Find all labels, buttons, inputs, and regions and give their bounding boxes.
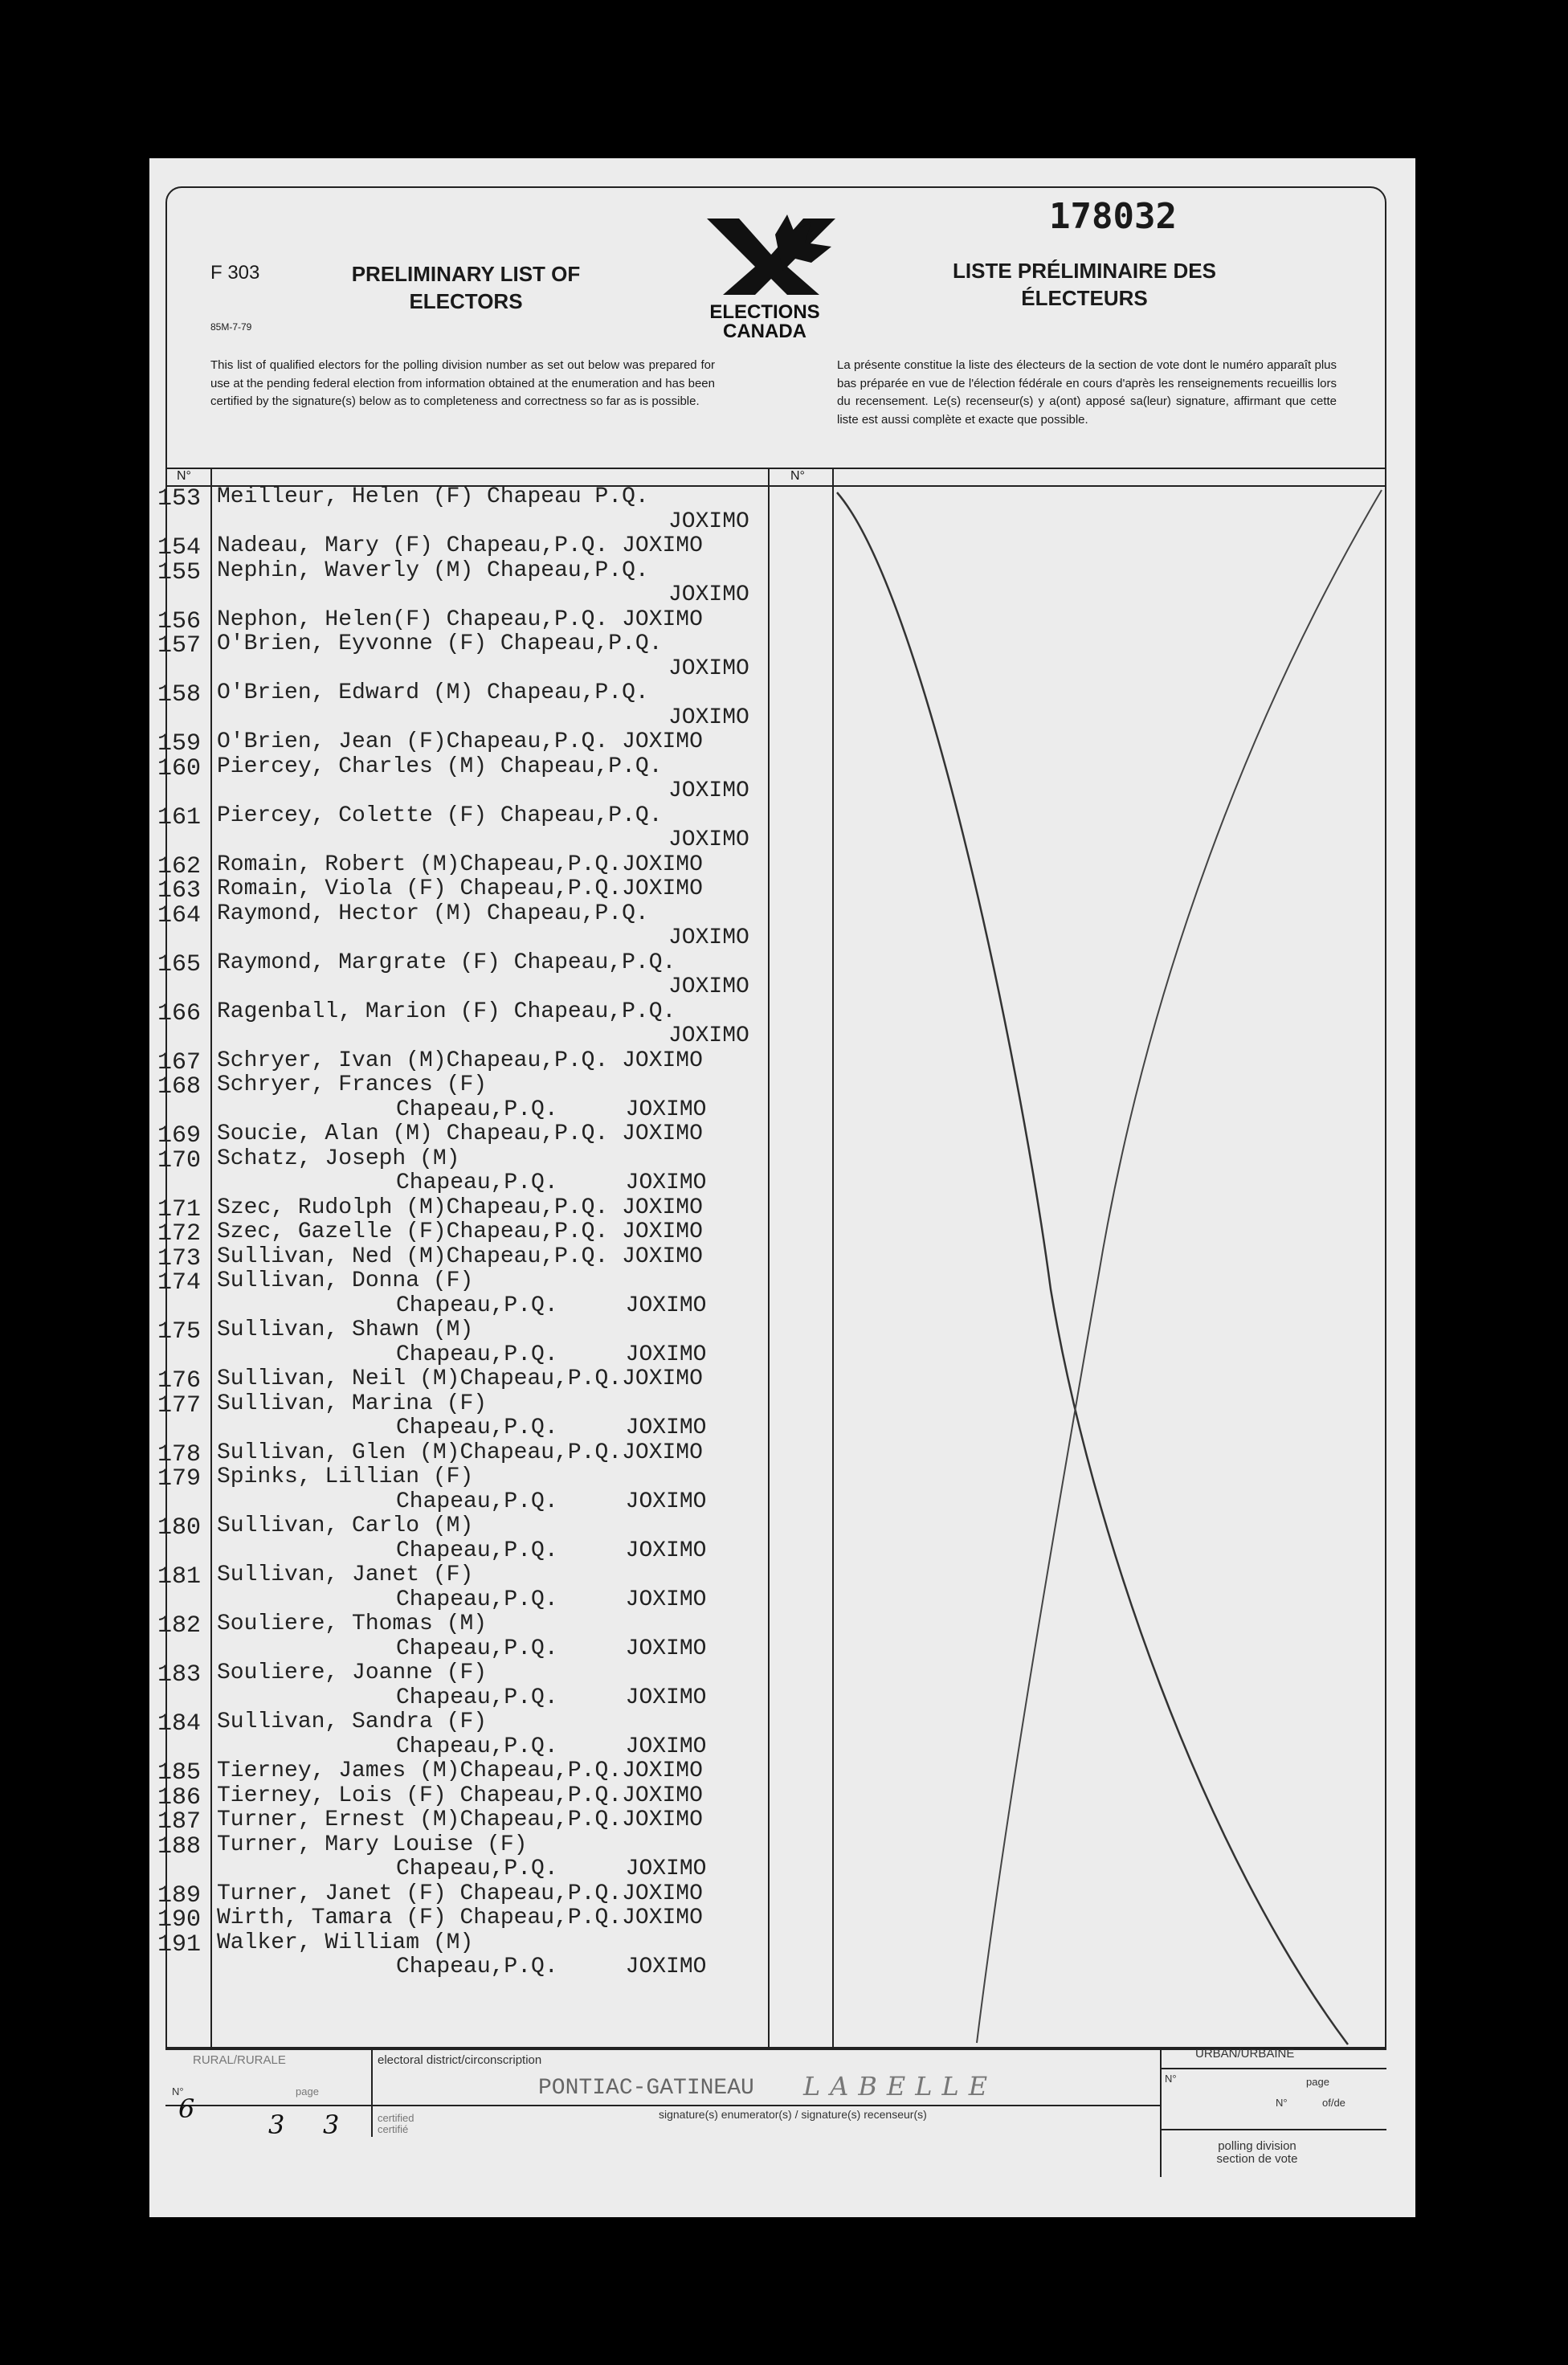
elector-entry-continued: Chapeau,P.Q. JOXIMO [396, 1489, 707, 1514]
elector-entry: Piercey, Colette (F) Chapeau,P.Q. [217, 803, 663, 828]
column-header-no-1: N° [177, 469, 191, 483]
elector-number: 170 [157, 1146, 202, 1174]
logo-text: ELECTIONS CANADA [709, 301, 820, 342]
intro-french: La présente constitue la liste des électeurs de la section de vote dont le numéro apparaît plus bas préparée en vue de l'élection fédérale en cours d'après les renseignements recueillis lors du recensement. Le(s) recenseur(s) y a(ont) apposé sa(leur) signature, affirmant que cette liste est aussi complète et exacte que possible. [837, 358, 1337, 427]
elector-entry: Turner, Ernest (M)Chapeau,P.Q.JOXIMO [217, 1807, 703, 1832]
elector-entry: Souliere, Thomas (M) [217, 1611, 488, 1636]
elector-entry: Sullivan, Neil (M)Chapeau,P.Q.JOXIMO [217, 1366, 703, 1391]
elector-number: 176 [157, 1367, 202, 1395]
urban-page-label: page [1306, 2076, 1329, 2088]
district-value: PONTIAC-GATINEAU [538, 2076, 754, 2101]
footer-mid-rule [165, 2105, 1160, 2106]
elector-number: 168 [157, 1073, 202, 1101]
crossed-out-area [834, 486, 1388, 2048]
certified-label: certified certifié [378, 2112, 414, 2135]
elector-entry-continued: Chapeau,P.Q. JOXIMO [396, 1954, 707, 1979]
urban-bottom-rule [1160, 2129, 1386, 2130]
elector-number: 166 [157, 999, 202, 1027]
elector-number: 159 [157, 730, 202, 758]
elector-entry: Spinks, Lillian (F) [217, 1464, 474, 1489]
elector-entry-continued: JOXIMO [668, 705, 749, 730]
elector-entry: Nephin, Waverly (M) Chapeau,P.Q. [217, 558, 649, 583]
elector-entry-continued: Chapeau,P.Q. JOXIMO [396, 1097, 707, 1122]
elector-entry: Sullivan, Donna (F) [217, 1268, 474, 1293]
elector-entry: Raymond, Hector (M) Chapeau,P.Q. [217, 901, 649, 926]
elector-number: 165 [157, 950, 202, 978]
elector-number: 189 [157, 1881, 202, 1910]
elections-canada-logo [699, 210, 843, 342]
page-number: 3 [268, 2110, 285, 2140]
elector-entry: Sullivan, Marina (F) [217, 1391, 488, 1416]
elector-entry-continued: Chapeau,P.Q. JOXIMO [396, 1293, 707, 1318]
elector-entry-continued: JOXIMO [668, 925, 749, 950]
elector-number: 173 [157, 1244, 202, 1272]
elector-entry: Souliere, Joanne (F) [217, 1660, 488, 1685]
urban-of-label: of/de [1322, 2097, 1345, 2109]
elector-entry: Meilleur, Helen (F) Chapeau P.Q. [217, 484, 649, 509]
elector-number: 187 [157, 1808, 202, 1836]
elector-entry-continued: Chapeau,P.Q. JOXIMO [396, 1587, 707, 1612]
elector-number: 160 [157, 754, 202, 782]
elector-entry-continued: Chapeau,P.Q. JOXIMO [396, 1636, 707, 1661]
elector-entry-continued: Chapeau,P.Q. JOXIMO [396, 1685, 707, 1710]
elector-entry: O'Brien, Jean (F)Chapeau,P.Q. JOXIMO [217, 729, 703, 754]
elector-entry: Sullivan, Carlo (M) [217, 1513, 474, 1538]
elector-entry: Ragenball, Marion (F) Chapeau,P.Q. [217, 999, 676, 1024]
urban-label: URBAN/URBAINE [1195, 2047, 1295, 2061]
elector-entry: Romain, Viola (F) Chapeau,P.Q.JOXIMO [217, 876, 703, 901]
elector-number: 161 [157, 803, 202, 831]
column-header-no-2: N° [790, 469, 805, 483]
elector-number: 157 [157, 632, 202, 660]
title-french: LISTE PRÉLIMINAIRE DES ÉLECTEURS [953, 259, 1216, 310]
elector-number: 175 [157, 1318, 202, 1346]
elector-entry: Soucie, Alan (M) Chapeau,P.Q. JOXIMO [217, 1121, 703, 1146]
page-of-number: 3 [323, 2110, 340, 2140]
elector-number: 190 [157, 1906, 202, 1934]
elector-entry: Tierney, Lois (F) Chapeau,P.Q.JOXIMO [217, 1783, 703, 1808]
footer-rural-divider [371, 2048, 373, 2137]
elector-entry-continued: JOXIMO [668, 827, 749, 852]
signature-label: signature(s) enumerator(s) / signature(s) recenseur(s) [659, 2108, 927, 2121]
elector-entry: Schryer, Frances (F) [217, 1072, 488, 1097]
elector-number: 182 [157, 1612, 202, 1640]
elector-entry: Nephon, Helen(F) Chapeau,P.Q. JOXIMO [217, 607, 703, 632]
number-column-rule [210, 468, 212, 2050]
elector-entry: Raymond, Margrate (F) Chapeau,P.Q. [217, 950, 676, 975]
elector-entry: Wirth, Tamara (F) Chapeau,P.Q.JOXIMO [217, 1905, 703, 1930]
rural-page-label: page [296, 2085, 319, 2097]
elector-number: 180 [157, 1514, 202, 1542]
header-rule-top [165, 468, 1386, 469]
title-english: PRELIMINARY LIST OF ELECTORS [351, 262, 581, 313]
elector-entry-continued: Chapeau,P.Q. JOXIMO [396, 1170, 707, 1195]
elector-entry: Szec, Rudolph (M)Chapeau,P.Q. JOXIMO [217, 1195, 703, 1220]
elector-entry: Sullivan, Janet (F) [217, 1562, 474, 1587]
elector-number: 172 [157, 1220, 202, 1248]
elector-number: 188 [157, 1832, 202, 1861]
elector-entry-continued: JOXIMO [668, 509, 749, 534]
elector-number: 181 [157, 1563, 202, 1591]
elector-entry-continued: Chapeau,P.Q. JOXIMO [396, 1856, 707, 1881]
elector-entry: Nadeau, Mary (F) Chapeau,P.Q. JOXIMO [217, 533, 703, 558]
elector-number: 163 [157, 877, 202, 905]
elector-number: 153 [157, 485, 202, 513]
elector-entry-continued: Chapeau,P.Q. JOXIMO [396, 1538, 707, 1563]
elector-entry-continued: JOXIMO [668, 1023, 749, 1048]
elector-entry: Tierney, James (M)Chapeau,P.Q.JOXIMO [217, 1758, 703, 1783]
elector-entry: Szec, Gazelle (F)Chapeau,P.Q. JOXIMO [217, 1219, 703, 1244]
second-block-left-rule [768, 468, 770, 2050]
district-handwritten: LABELLE [803, 2071, 998, 2102]
elector-number: 169 [157, 1122, 202, 1150]
elector-entry: Sullivan, Glen (M)Chapeau,P.Q.JOXIMO [217, 1440, 703, 1465]
elector-number: 178 [157, 1440, 202, 1468]
elector-number: 167 [157, 1048, 202, 1076]
elector-entry: Sullivan, Shawn (M) [217, 1317, 474, 1342]
elector-entry: O'Brien, Edward (M) Chapeau,P.Q. [217, 680, 649, 705]
elector-number: 179 [157, 1465, 202, 1493]
elector-entry-continued: JOXIMO [668, 974, 749, 999]
elector-entry: Piercey, Charles (M) Chapeau,P.Q. [217, 754, 663, 779]
elector-entry-continued: Chapeau,P.Q. JOXIMO [396, 1734, 707, 1759]
elector-number: 177 [157, 1391, 202, 1419]
elector-entry: Turner, Janet (F) Chapeau,P.Q.JOXIMO [217, 1881, 703, 1906]
elector-entry-continued: JOXIMO [668, 778, 749, 803]
elector-entry-continued: Chapeau,P.Q. JOXIMO [396, 1415, 707, 1440]
serial-number: 178032 [1049, 196, 1177, 237]
elector-number: 185 [157, 1759, 202, 1787]
urban-header-rule [1160, 2068, 1386, 2069]
elector-number: 171 [157, 1195, 202, 1223]
elector-number: 156 [157, 607, 202, 635]
elector-entry: Romain, Robert (M)Chapeau,P.Q.JOXIMO [217, 852, 703, 877]
elector-entry: Walker, William (M) [217, 1930, 474, 1955]
elector-number: 162 [157, 852, 202, 880]
urban-no-label-2: N° [1276, 2097, 1288, 2109]
elector-number: 174 [157, 1269, 202, 1297]
elector-number: 154 [157, 534, 202, 562]
elector-entry: Turner, Mary Louise (F) [217, 1832, 528, 1857]
maple-leaf-x-icon [699, 210, 843, 299]
elector-number: 155 [157, 558, 202, 586]
form-code: 85M-7-79 [210, 321, 252, 333]
elector-number: 164 [157, 901, 202, 929]
poll-number: 6 [178, 2093, 195, 2124]
elector-entry: Schatz, Joseph (M) [217, 1146, 460, 1171]
elector-entry-continued: JOXIMO [668, 582, 749, 607]
elector-number: 186 [157, 1783, 202, 1812]
form-number: F 303 [210, 262, 260, 284]
elector-entry: Sullivan, Ned (M)Chapeau,P.Q. JOXIMO [217, 1244, 703, 1269]
elector-entry: Sullivan, Sandra (F) [217, 1709, 488, 1734]
rural-no-label: N° [172, 2085, 184, 2097]
elector-entry: Schryer, Ivan (M)Chapeau,P.Q. JOXIMO [217, 1048, 703, 1073]
elector-entry: O'Brien, Eyvonne (F) Chapeau,P.Q. [217, 631, 663, 656]
elector-number: 184 [157, 1710, 202, 1738]
elector-entry-continued: JOXIMO [668, 656, 749, 681]
elector-number: 158 [157, 681, 202, 709]
district-label: electoral district/circonscription [378, 2053, 542, 2067]
elector-number: 191 [157, 1930, 202, 1959]
urban-no-label: N° [1165, 2073, 1177, 2085]
elector-entry-continued: Chapeau,P.Q. JOXIMO [396, 1342, 707, 1367]
rural-label: RURAL/RURALE [193, 2053, 286, 2067]
polling-label: polling division section de vote [1216, 2139, 1298, 2166]
elector-number: 183 [157, 1661, 202, 1689]
intro-english: This list of qualified electors for the polling division number as set out below was prepared for use at the pending federal election from information obtained at the enumeration and has been certified by the signature(s) below as to completeness and correctness so far as is possible. [210, 358, 715, 408]
